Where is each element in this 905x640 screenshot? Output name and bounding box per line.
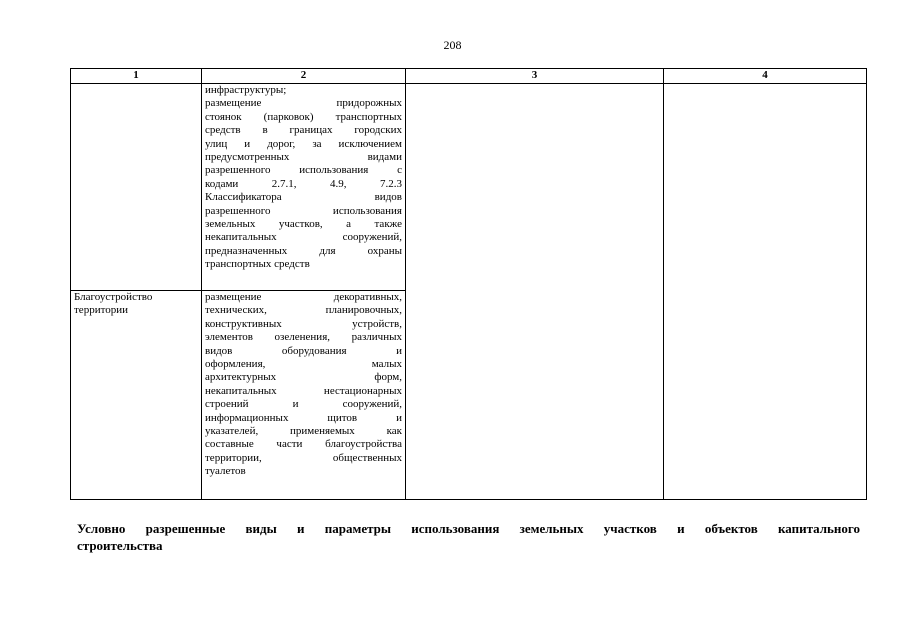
cell-text-line: инфраструктуры; [205, 84, 287, 96]
cell-text-line: указателей, применяемых как [205, 425, 402, 438]
cell-text-line: архитектурных форм, [205, 371, 402, 384]
cell-text-line: некапитальных нестационарных [205, 384, 402, 397]
cell-text-line: предусмотренных видами [205, 151, 402, 164]
row1-col2-cell [202, 84, 406, 291]
cell-text-line: туалетов [205, 465, 246, 478]
cell-text-line: элементов озеленения, различных [205, 331, 402, 344]
cell-text-line: размещение декоративных, [205, 291, 402, 303]
cell-text-line: оформления, малых [205, 358, 402, 371]
table-row [71, 84, 867, 291]
table-header-row [71, 69, 867, 84]
cell-text-line: технических, планировочных, [205, 304, 402, 317]
col4-cell [664, 84, 867, 500]
section-heading-line-1: Условно разрешенные виды и параметры использования земельных участков и объектов капитального [77, 521, 860, 536]
regulations-table [70, 68, 867, 500]
cell-text-line: информационных щитов и [205, 411, 402, 424]
page-number: 208 [443, 38, 462, 52]
section-heading [77, 520, 860, 554]
cell-text-line: земельных участков, а также [205, 218, 402, 231]
column-header-4: 4 [664, 69, 867, 84]
cell-text-line: размещение придорожных [205, 97, 402, 110]
cell-text-line: конструктивных устройств, [205, 317, 402, 330]
column-header-1: 1 [71, 69, 202, 84]
cell-text-line: видов оборудования и [205, 344, 402, 357]
cell-text-line: транспортных средств [205, 258, 310, 271]
col3-cell [406, 84, 664, 500]
cell-text-line: территории [74, 304, 129, 317]
cell-text-line: Классификатора видов [205, 191, 402, 204]
cell-text-line: Благоустройство [74, 291, 153, 303]
cell-text-line: строений и сооружений, [205, 398, 402, 411]
cell-text-line: составные части благоустройства [205, 438, 402, 451]
cell-text-line: средств в границах городских [205, 124, 402, 137]
cell-text-line: разрешенного использования с [205, 164, 402, 177]
cell-text-line: улиц и дорог, за исключением [205, 137, 402, 150]
cell-text-line: предназначенных для охраны [205, 244, 402, 257]
cell-text-line: территории, общественных [205, 451, 402, 464]
cell-text-line: некапитальных сооружений, [205, 231, 402, 244]
row2-col2-cell [202, 291, 406, 500]
cell-text-line: стоянок (парковок) транспортных [205, 110, 402, 123]
cell-text-line: разрешенного использования [205, 204, 402, 217]
cell-text-line: кодами 2.7.1, 4.9, 7.2.3 [205, 177, 402, 190]
row1-col1-cell [71, 84, 202, 291]
section-heading-line-2: строительства [77, 538, 163, 553]
row2-col1-cell [71, 291, 202, 500]
column-header-3: 3 [406, 69, 664, 84]
column-header-2: 2 [202, 69, 406, 84]
